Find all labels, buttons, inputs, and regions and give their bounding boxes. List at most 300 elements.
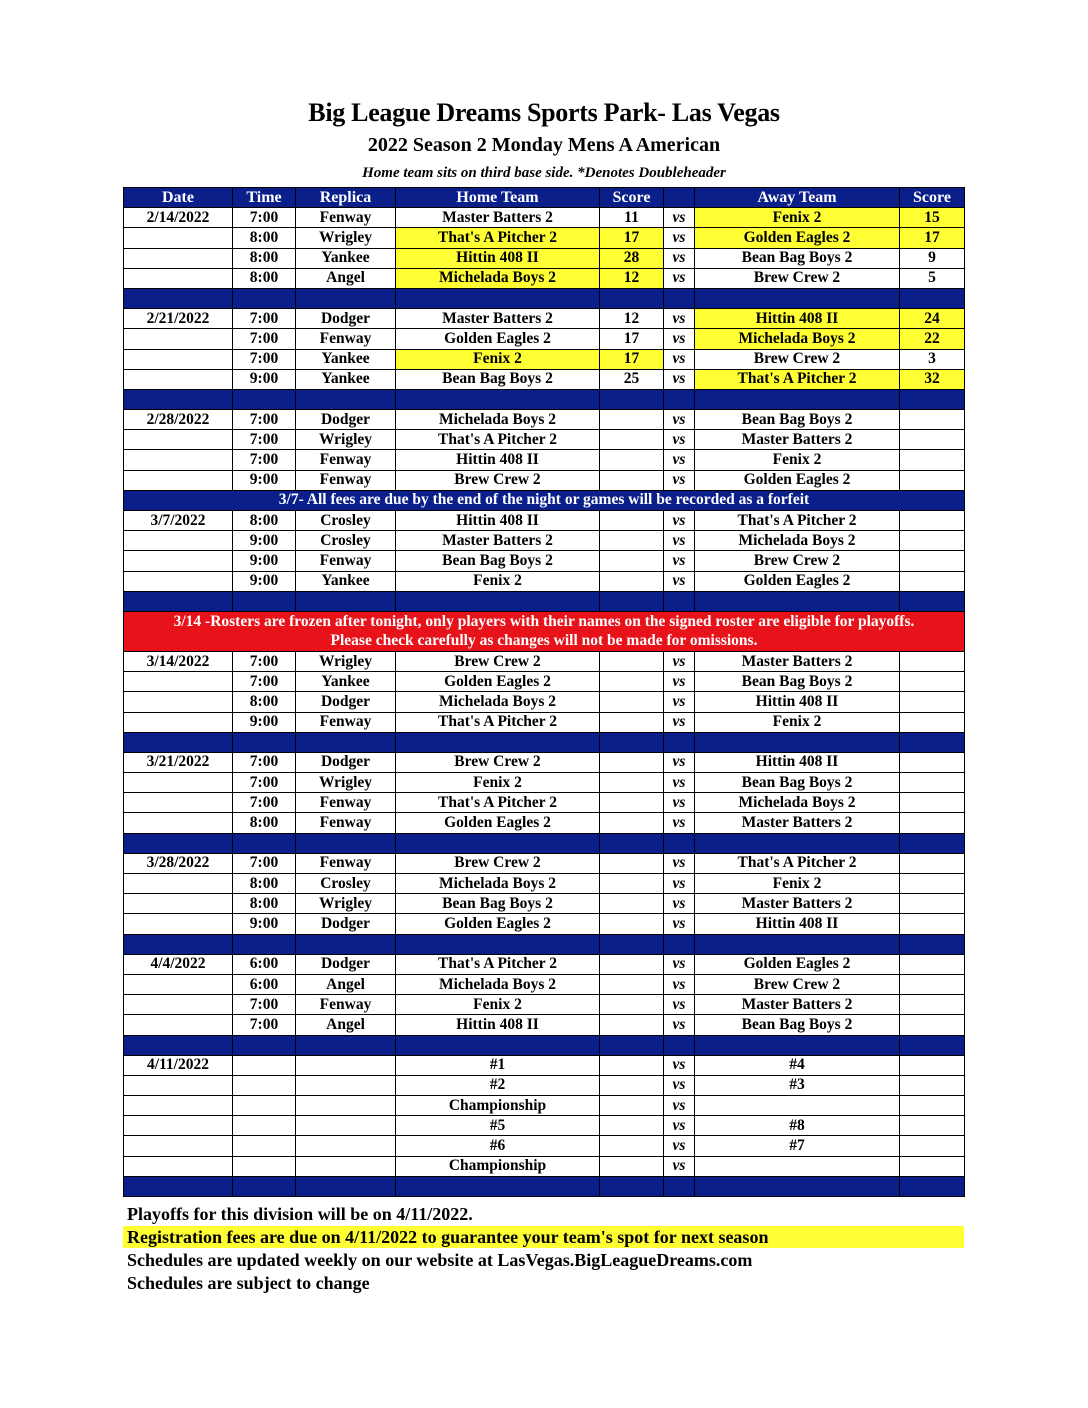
away-team: Bean Bag Boys 2 xyxy=(695,248,900,268)
away-team: #4 xyxy=(695,1055,900,1075)
game-date xyxy=(124,349,233,369)
separator-cell xyxy=(600,1035,664,1055)
vs-label: vs xyxy=(664,995,695,1015)
game-time: 7:00 xyxy=(233,208,296,228)
away-team: Hittin 408 II xyxy=(695,309,900,329)
game-date xyxy=(124,228,233,248)
vs-label: vs xyxy=(664,773,695,793)
game-row xyxy=(124,1075,965,1095)
separator-row xyxy=(124,591,965,611)
game-time: 7:00 xyxy=(233,995,296,1015)
away-score xyxy=(900,430,965,450)
game-time: 7:00 xyxy=(233,752,296,772)
roster-alert xyxy=(124,611,965,651)
separator-cell xyxy=(900,833,965,853)
game-row xyxy=(124,248,965,268)
away-team: Bean Bag Boys 2 xyxy=(695,672,900,692)
away-team: Hittin 408 II xyxy=(695,692,900,712)
home-score xyxy=(600,672,664,692)
vs-label: vs xyxy=(664,329,695,349)
col-header-vs xyxy=(664,188,695,208)
home-score xyxy=(600,430,664,450)
away-score xyxy=(900,1136,965,1156)
away-score xyxy=(900,551,965,571)
home-score: 25 xyxy=(600,369,664,389)
home-score xyxy=(600,551,664,571)
game-time: 9:00 xyxy=(233,369,296,389)
game-row xyxy=(124,208,965,228)
home-team: Bean Bag Boys 2 xyxy=(396,551,600,571)
away-score xyxy=(900,874,965,894)
home-team: Michelada Boys 2 xyxy=(396,410,600,430)
separator-cell xyxy=(233,389,296,409)
home-team: #1 xyxy=(396,1055,600,1075)
game-time: 7:00 xyxy=(233,410,296,430)
away-score xyxy=(900,894,965,914)
away-score xyxy=(900,712,965,732)
game-row xyxy=(124,309,965,329)
vs-label: vs xyxy=(664,752,695,772)
vs-label: vs xyxy=(664,874,695,894)
separator-cell xyxy=(124,1035,233,1055)
home-team: Michelada Boys 2 xyxy=(396,268,600,288)
separator-cell xyxy=(396,833,600,853)
separator-cell xyxy=(695,934,900,954)
home-score xyxy=(600,1116,664,1136)
separator-cell xyxy=(695,288,900,308)
game-date: 4/11/2022 xyxy=(124,1055,233,1075)
home-score xyxy=(600,450,664,470)
away-team: Michelada Boys 2 xyxy=(695,793,900,813)
game-replica-field: Yankee xyxy=(296,248,396,268)
home-team: Fenix 2 xyxy=(396,995,600,1015)
home-score xyxy=(600,974,664,994)
col-header-replica: Replica xyxy=(296,188,396,208)
game-date xyxy=(124,672,233,692)
game-replica-field: Dodger xyxy=(296,914,396,934)
separator-cell xyxy=(296,591,396,611)
home-team: Championship xyxy=(396,1156,600,1176)
separator-cell xyxy=(664,1035,695,1055)
game-replica-field: Fenway xyxy=(296,712,396,732)
home-score xyxy=(600,1136,664,1156)
home-team: #2 xyxy=(396,1075,600,1095)
game-row xyxy=(124,692,965,712)
home-team: Master Batters 2 xyxy=(396,531,600,551)
game-time: 8:00 xyxy=(233,874,296,894)
col-header-home-score: Score xyxy=(600,188,664,208)
away-score xyxy=(900,410,965,430)
away-score: 24 xyxy=(900,309,965,329)
away-team: Golden Eagles 2 xyxy=(695,470,900,490)
game-time: 7:00 xyxy=(233,329,296,349)
col-header-time: Time xyxy=(233,188,296,208)
away-score xyxy=(900,672,965,692)
separator-cell xyxy=(233,833,296,853)
game-time xyxy=(233,1156,296,1176)
game-time: 8:00 xyxy=(233,894,296,914)
away-team: That's A Pitcher 2 xyxy=(695,853,900,873)
game-time: 9:00 xyxy=(233,470,296,490)
game-date: 3/7/2022 xyxy=(124,511,233,531)
game-row xyxy=(124,268,965,288)
vs-label: vs xyxy=(664,511,695,531)
game-time: 7:00 xyxy=(233,773,296,793)
separator-cell xyxy=(695,732,900,752)
game-replica-field: Yankee xyxy=(296,672,396,692)
vs-label: vs xyxy=(664,712,695,732)
game-date xyxy=(124,894,233,914)
footer-playoffs: Playoffs for this division will be on 4/11/2022. xyxy=(127,1204,473,1224)
home-team: Michelada Boys 2 xyxy=(396,692,600,712)
game-time: 8:00 xyxy=(233,248,296,268)
separator-cell xyxy=(396,1176,600,1196)
separator-cell xyxy=(233,591,296,611)
separator-cell xyxy=(900,934,965,954)
col-header-away-score: Score xyxy=(900,188,965,208)
game-replica-field: Dodger xyxy=(296,309,396,329)
away-team: Golden Eagles 2 xyxy=(695,954,900,974)
home-team: That's A Pitcher 2 xyxy=(396,712,600,732)
away-team: Michelada Boys 2 xyxy=(695,329,900,349)
separator-cell xyxy=(695,591,900,611)
separator-cell xyxy=(664,1176,695,1196)
vs-label: vs xyxy=(664,248,695,268)
game-row xyxy=(124,712,965,732)
game-row xyxy=(124,1136,965,1156)
home-score: 17 xyxy=(600,349,664,369)
game-row xyxy=(124,329,965,349)
game-row xyxy=(124,571,965,591)
separator-cell xyxy=(396,591,600,611)
away-score xyxy=(900,813,965,833)
away-team: Master Batters 2 xyxy=(695,995,900,1015)
game-date xyxy=(124,773,233,793)
away-team: Golden Eagles 2 xyxy=(695,571,900,591)
away-score: 17 xyxy=(900,228,965,248)
away-team: Bean Bag Boys 2 xyxy=(695,410,900,430)
footer-registration: Registration fees are due on 4/11/2022 to guarantee your team's spot for next season xyxy=(123,1226,964,1248)
game-row xyxy=(124,369,965,389)
game-row xyxy=(124,894,965,914)
game-replica-field: Yankee xyxy=(296,571,396,591)
home-score xyxy=(600,712,664,732)
home-team: Hittin 408 II xyxy=(396,1015,600,1035)
game-replica-field: Fenway xyxy=(296,329,396,349)
away-team: Brew Crew 2 xyxy=(695,349,900,369)
home-team: Championship xyxy=(396,1096,600,1116)
vs-label: vs xyxy=(664,1116,695,1136)
game-row xyxy=(124,511,965,531)
away-score xyxy=(900,974,965,994)
game-date xyxy=(124,995,233,1015)
vs-label: vs xyxy=(664,268,695,288)
home-team: Golden Eagles 2 xyxy=(396,329,600,349)
separator-cell xyxy=(695,1176,900,1196)
seating-note: Home team sits on third base side. *Denotes Doubleheader xyxy=(362,165,726,181)
separator-cell xyxy=(900,591,965,611)
away-team: Bean Bag Boys 2 xyxy=(695,1015,900,1035)
separator-cell xyxy=(396,389,600,409)
separator-row xyxy=(124,833,965,853)
separator-cell xyxy=(296,732,396,752)
game-row xyxy=(124,1055,965,1075)
game-date xyxy=(124,914,233,934)
away-score xyxy=(900,1096,965,1116)
vs-label: vs xyxy=(664,651,695,671)
away-score xyxy=(900,773,965,793)
home-team: Golden Eagles 2 xyxy=(396,813,600,833)
home-team: Master Batters 2 xyxy=(396,208,600,228)
home-team: That's A Pitcher 2 xyxy=(396,793,600,813)
game-row xyxy=(124,1096,965,1116)
home-score xyxy=(600,773,664,793)
vs-label: vs xyxy=(664,692,695,712)
game-time xyxy=(233,1096,296,1116)
separator-cell xyxy=(296,833,396,853)
vs-label: vs xyxy=(664,894,695,914)
away-team: That's A Pitcher 2 xyxy=(695,511,900,531)
game-row xyxy=(124,470,965,490)
away-score xyxy=(900,752,965,772)
game-row xyxy=(124,752,965,772)
separator-cell xyxy=(600,389,664,409)
home-score xyxy=(600,470,664,490)
game-date xyxy=(124,470,233,490)
game-date xyxy=(124,450,233,470)
game-time xyxy=(233,1055,296,1075)
game-row xyxy=(124,995,965,1015)
game-date xyxy=(124,369,233,389)
game-row xyxy=(124,914,965,934)
page-title: Big League Dreams Sports Park- Las Vegas xyxy=(308,98,780,127)
col-header-date: Date xyxy=(124,188,233,208)
game-row xyxy=(124,228,965,248)
vs-label: vs xyxy=(664,551,695,571)
game-time: 8:00 xyxy=(233,228,296,248)
home-score xyxy=(600,914,664,934)
away-score xyxy=(900,470,965,490)
home-score xyxy=(600,995,664,1015)
game-replica-field: Fenway xyxy=(296,450,396,470)
game-replica-field: Yankee xyxy=(296,349,396,369)
game-date xyxy=(124,1096,233,1116)
game-replica-field: Dodger xyxy=(296,752,396,772)
game-row xyxy=(124,1156,965,1176)
home-team: Brew Crew 2 xyxy=(396,470,600,490)
game-row xyxy=(124,773,965,793)
game-row xyxy=(124,874,965,894)
game-replica-field xyxy=(296,1136,396,1156)
away-score xyxy=(900,531,965,551)
home-score xyxy=(600,752,664,772)
home-team: Hittin 408 II xyxy=(396,450,600,470)
game-replica-field xyxy=(296,1156,396,1176)
home-score xyxy=(600,531,664,551)
vs-label: vs xyxy=(664,853,695,873)
game-replica-field: Yankee xyxy=(296,369,396,389)
separator-row xyxy=(124,389,965,409)
away-score xyxy=(900,1075,965,1095)
separator-cell xyxy=(600,288,664,308)
game-replica-field: Fenway xyxy=(296,208,396,228)
game-date xyxy=(124,874,233,894)
separator-cell xyxy=(233,732,296,752)
home-team: Fenix 2 xyxy=(396,349,600,369)
away-team: Master Batters 2 xyxy=(695,651,900,671)
separator-cell xyxy=(296,1176,396,1196)
away-team: Golden Eagles 2 xyxy=(695,228,900,248)
game-date xyxy=(124,712,233,732)
game-date xyxy=(124,329,233,349)
game-replica-field xyxy=(296,1075,396,1095)
vs-label: vs xyxy=(664,228,695,248)
vs-label: vs xyxy=(664,672,695,692)
separator-cell xyxy=(600,732,664,752)
game-date xyxy=(124,1116,233,1136)
separator-cell xyxy=(900,1176,965,1196)
game-date xyxy=(124,1156,233,1176)
separator-cell xyxy=(124,1176,233,1196)
vs-label: vs xyxy=(664,309,695,329)
game-row xyxy=(124,349,965,369)
game-row xyxy=(124,450,965,470)
game-date xyxy=(124,813,233,833)
game-replica-field: Crosley xyxy=(296,531,396,551)
home-team: That's A Pitcher 2 xyxy=(396,430,600,450)
home-team: That's A Pitcher 2 xyxy=(396,954,600,974)
game-replica-field: Angel xyxy=(296,268,396,288)
home-score xyxy=(600,793,664,813)
home-team: #5 xyxy=(396,1116,600,1136)
game-replica-field: Wrigley xyxy=(296,773,396,793)
game-row xyxy=(124,651,965,671)
vs-label: vs xyxy=(664,208,695,228)
away-team: Fenix 2 xyxy=(695,874,900,894)
roster-alert-line-2: Please check carefully as changes will not be made for omissions. xyxy=(330,632,758,650)
game-date xyxy=(124,531,233,551)
game-replica-field: Fenway xyxy=(296,995,396,1015)
game-row xyxy=(124,551,965,571)
away-team: Fenix 2 xyxy=(695,208,900,228)
away-team: #3 xyxy=(695,1075,900,1095)
away-team: Brew Crew 2 xyxy=(695,974,900,994)
away-score xyxy=(900,954,965,974)
separator-cell xyxy=(296,288,396,308)
vs-label: vs xyxy=(664,531,695,551)
game-time: 8:00 xyxy=(233,813,296,833)
home-team: Michelada Boys 2 xyxy=(396,874,600,894)
game-time: 7:00 xyxy=(233,672,296,692)
separator-cell xyxy=(396,288,600,308)
separator-cell xyxy=(600,591,664,611)
home-score xyxy=(600,571,664,591)
home-score xyxy=(600,1015,664,1035)
home-score: 17 xyxy=(600,329,664,349)
footer-website: Schedules are updated weekly on our website at LasVegas.BigLeagueDreams.com xyxy=(127,1250,753,1270)
vs-label: vs xyxy=(664,1156,695,1176)
game-time: 7:00 xyxy=(233,793,296,813)
separator-cell xyxy=(233,1176,296,1196)
game-row xyxy=(124,793,965,813)
home-score: 12 xyxy=(600,268,664,288)
fee-notice-text: 3/7- All fees are due by the end of the night or games will be recorded as a forfeit xyxy=(124,490,965,510)
home-team: Hittin 408 II xyxy=(396,248,600,268)
home-team: Brew Crew 2 xyxy=(396,651,600,671)
separator-cell xyxy=(695,389,900,409)
away-team xyxy=(695,1156,900,1176)
game-date: 3/14/2022 xyxy=(124,651,233,671)
game-date xyxy=(124,268,233,288)
separator-cell xyxy=(296,389,396,409)
game-replica-field: Angel xyxy=(296,1015,396,1035)
game-row xyxy=(124,1116,965,1136)
away-score xyxy=(900,914,965,934)
away-score xyxy=(900,1055,965,1075)
away-team: Brew Crew 2 xyxy=(695,268,900,288)
away-team: Fenix 2 xyxy=(695,712,900,732)
away-score: 5 xyxy=(900,268,965,288)
vs-label: vs xyxy=(664,450,695,470)
home-score xyxy=(600,874,664,894)
away-score xyxy=(900,995,965,1015)
game-date: 2/14/2022 xyxy=(124,208,233,228)
game-time: 7:00 xyxy=(233,349,296,369)
home-team: Michelada Boys 2 xyxy=(396,974,600,994)
separator-cell xyxy=(233,1035,296,1055)
game-replica-field: Dodger xyxy=(296,410,396,430)
game-date xyxy=(124,1015,233,1035)
game-time: 9:00 xyxy=(233,712,296,732)
separator-cell xyxy=(396,732,600,752)
game-date xyxy=(124,551,233,571)
game-replica-field: Dodger xyxy=(296,954,396,974)
home-score: 17 xyxy=(600,228,664,248)
away-team: #8 xyxy=(695,1116,900,1136)
separator-cell xyxy=(664,732,695,752)
game-date: 2/21/2022 xyxy=(124,309,233,329)
game-date: 3/28/2022 xyxy=(124,853,233,873)
game-date xyxy=(124,974,233,994)
home-team: Fenix 2 xyxy=(396,571,600,591)
game-replica-field: Fenway xyxy=(296,793,396,813)
away-score xyxy=(900,1116,965,1136)
away-team: Fenix 2 xyxy=(695,450,900,470)
home-team: Brew Crew 2 xyxy=(396,853,600,873)
separator-row xyxy=(124,1035,965,1055)
home-team: Brew Crew 2 xyxy=(396,752,600,772)
away-score xyxy=(900,651,965,671)
vs-label: vs xyxy=(664,974,695,994)
game-replica-field: Fenway xyxy=(296,470,396,490)
game-time: 7:00 xyxy=(233,309,296,329)
game-time: 7:00 xyxy=(233,1015,296,1035)
separator-cell xyxy=(296,934,396,954)
table-header-row xyxy=(124,188,965,208)
home-score xyxy=(600,1075,664,1095)
separator-cell xyxy=(900,732,965,752)
separator-cell xyxy=(124,591,233,611)
away-score xyxy=(900,1015,965,1035)
home-score xyxy=(600,813,664,833)
away-team: Master Batters 2 xyxy=(695,430,900,450)
separator-cell xyxy=(600,1176,664,1196)
roster-alert-line-1: 3/14 -Rosters are frozen after tonight, only players with their names on the signed roster are eligible for playoffs. xyxy=(173,613,915,631)
separator-cell xyxy=(124,288,233,308)
game-time: 8:00 xyxy=(233,268,296,288)
separator-cell xyxy=(664,934,695,954)
game-date xyxy=(124,430,233,450)
